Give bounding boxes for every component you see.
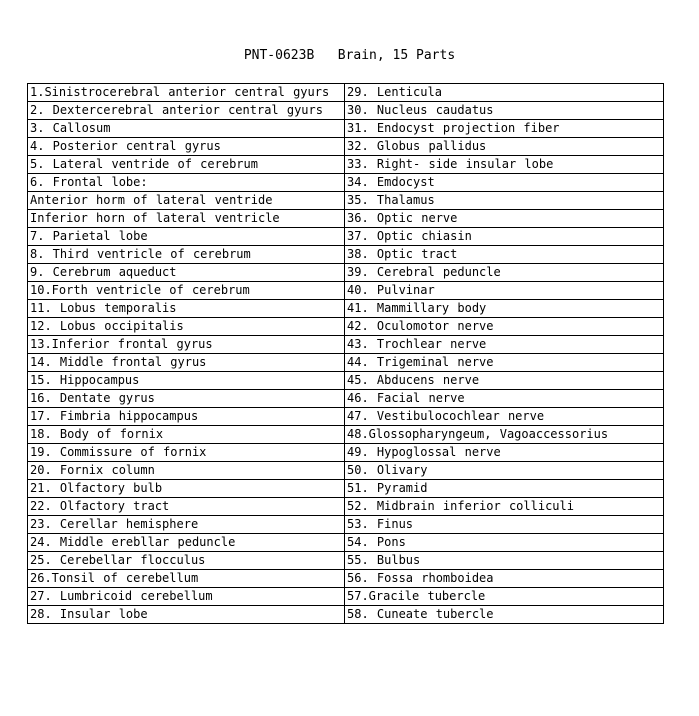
part-cell-right: 37. Optic chiasin xyxy=(345,228,664,246)
part-cell-right: 56. Fossa rhomboidea xyxy=(345,570,664,588)
part-cell-left: 9. Cerebrum aqueduct xyxy=(28,264,345,282)
part-cell-right: 55. Bulbus xyxy=(345,552,664,570)
part-cell-right: 46. Facial nerve xyxy=(345,390,664,408)
table-row xyxy=(28,102,664,120)
part-cell-left: 27. Lumbricoid cerebellum xyxy=(28,588,345,606)
table-row xyxy=(28,228,664,246)
table-row xyxy=(28,534,664,552)
part-cell-right: 53. Finus xyxy=(345,516,664,534)
part-cell-right: 51. Pyramid xyxy=(345,480,664,498)
part-cell-right: 42. Oculomotor nerve xyxy=(345,318,664,336)
table-row xyxy=(28,192,664,210)
part-cell-right: 35. Thalamus xyxy=(345,192,664,210)
table-row xyxy=(28,300,664,318)
table-row xyxy=(28,372,664,390)
table-row xyxy=(28,516,664,534)
part-cell-right: 43. Trochlear nerve xyxy=(345,336,664,354)
part-cell-left: Inferior horn of lateral ventricle xyxy=(28,210,345,228)
part-cell-right: 31. Endocyst projection fiber xyxy=(345,120,664,138)
part-cell-left: 3. Callosum xyxy=(28,120,345,138)
part-cell-right: 57.Gracile tubercle xyxy=(345,588,664,606)
parts-table xyxy=(27,83,664,624)
part-cell-left: 21. Olfactory bulb xyxy=(28,480,345,498)
part-cell-right: 30. Nucleus caudatus xyxy=(345,102,664,120)
part-cell-left: 13.Inferior frontal gyrus xyxy=(28,336,345,354)
table-row xyxy=(28,336,664,354)
part-cell-right: 41. Mammillary body xyxy=(345,300,664,318)
part-cell-left: 25. Cerebellar flocculus xyxy=(28,552,345,570)
part-cell-right: 29. Lenticula xyxy=(345,84,664,102)
part-cell-left: 15. Hippocampus xyxy=(28,372,345,390)
table-row xyxy=(28,480,664,498)
part-cell-right: 58. Cuneate tubercle xyxy=(345,606,664,624)
part-cell-left: 24. Middle erebllar peduncle xyxy=(28,534,345,552)
part-cell-left: 28. Insular lobe xyxy=(28,606,345,624)
table-row xyxy=(28,570,664,588)
part-cell-left: 1.Sinistrocerebral anterior central gyurs xyxy=(28,84,345,102)
part-cell-left: 8. Third ventricle of cerebrum xyxy=(28,246,345,264)
part-cell-left: 16. Dentate gyrus xyxy=(28,390,345,408)
part-cell-right: 33. Right- side insular lobe xyxy=(345,156,664,174)
part-cell-left: 5. Lateral ventride of cerebrum xyxy=(28,156,345,174)
part-cell-right: 40. Pulvinar xyxy=(345,282,664,300)
part-cell-left: 22. Olfactory tract xyxy=(28,498,345,516)
part-cell-left: 17. Fimbria hippocampus xyxy=(28,408,345,426)
part-cell-left: 11. Lobus temporalis xyxy=(28,300,345,318)
part-cell-right: 32. Globus pallidus xyxy=(345,138,664,156)
part-cell-right: 48.Glossopharyngeum, Vagoaccessorius xyxy=(345,426,664,444)
table-row xyxy=(28,156,664,174)
part-cell-left: 10.Forth ventricle of cerebrum xyxy=(28,282,345,300)
part-cell-right: 47. Vestibulocochlear nerve xyxy=(345,408,664,426)
part-cell-left: 23. Cerellar hemisphere xyxy=(28,516,345,534)
table-row xyxy=(28,264,664,282)
table-row xyxy=(28,606,664,624)
part-cell-left: 14. Middle frontal gyrus xyxy=(28,354,345,372)
table-row xyxy=(28,408,664,426)
table-row xyxy=(28,552,664,570)
parts-table-body xyxy=(28,84,664,624)
table-row xyxy=(28,462,664,480)
part-cell-right: 36. Optic nerve xyxy=(345,210,664,228)
part-cell-right: 39. Cerebral peduncle xyxy=(345,264,664,282)
table-row xyxy=(28,210,664,228)
part-cell-right: 34. Emdocyst xyxy=(345,174,664,192)
part-cell-right: 38. Optic tract xyxy=(345,246,664,264)
part-cell-right: 49. Hypoglossal nerve xyxy=(345,444,664,462)
table-row xyxy=(28,84,664,102)
part-cell-left: Anterior horm of lateral ventride xyxy=(28,192,345,210)
table-row xyxy=(28,426,664,444)
part-cell-right: 52. Midbrain inferior colliculi xyxy=(345,498,664,516)
part-cell-left: 4. Posterior central gyrus xyxy=(28,138,345,156)
part-cell-left: 19. Commissure of fornix xyxy=(28,444,345,462)
part-cell-right: 44. Trigeminal nerve xyxy=(345,354,664,372)
table-row xyxy=(28,318,664,336)
table-row xyxy=(28,174,664,192)
table-row xyxy=(28,246,664,264)
part-cell-left: 2. Dextercerebral anterior central gyurs xyxy=(28,102,345,120)
part-cell-right: 54. Pons xyxy=(345,534,664,552)
part-cell-left: 6. Frontal lobe: xyxy=(28,174,345,192)
table-row xyxy=(28,354,664,372)
table-row xyxy=(28,498,664,516)
table-row xyxy=(28,282,664,300)
part-cell-left: 18. Body of fornix xyxy=(28,426,345,444)
part-cell-right: 50. Olivary xyxy=(345,462,664,480)
part-cell-left: 26.Tonsil of cerebellum xyxy=(28,570,345,588)
table-row xyxy=(28,588,664,606)
document-title: PNT-0623B Brain, 15 Parts xyxy=(243,48,456,63)
part-cell-left: 7. Parietal lobe xyxy=(28,228,345,246)
part-cell-right: 45. Abducens nerve xyxy=(345,372,664,390)
table-row xyxy=(28,444,664,462)
table-row xyxy=(28,138,664,156)
part-cell-left: 12. Lobus occipitalis xyxy=(28,318,345,336)
table-row xyxy=(28,120,664,138)
part-cell-left: 20. Fornix column xyxy=(28,462,345,480)
table-row xyxy=(28,390,664,408)
